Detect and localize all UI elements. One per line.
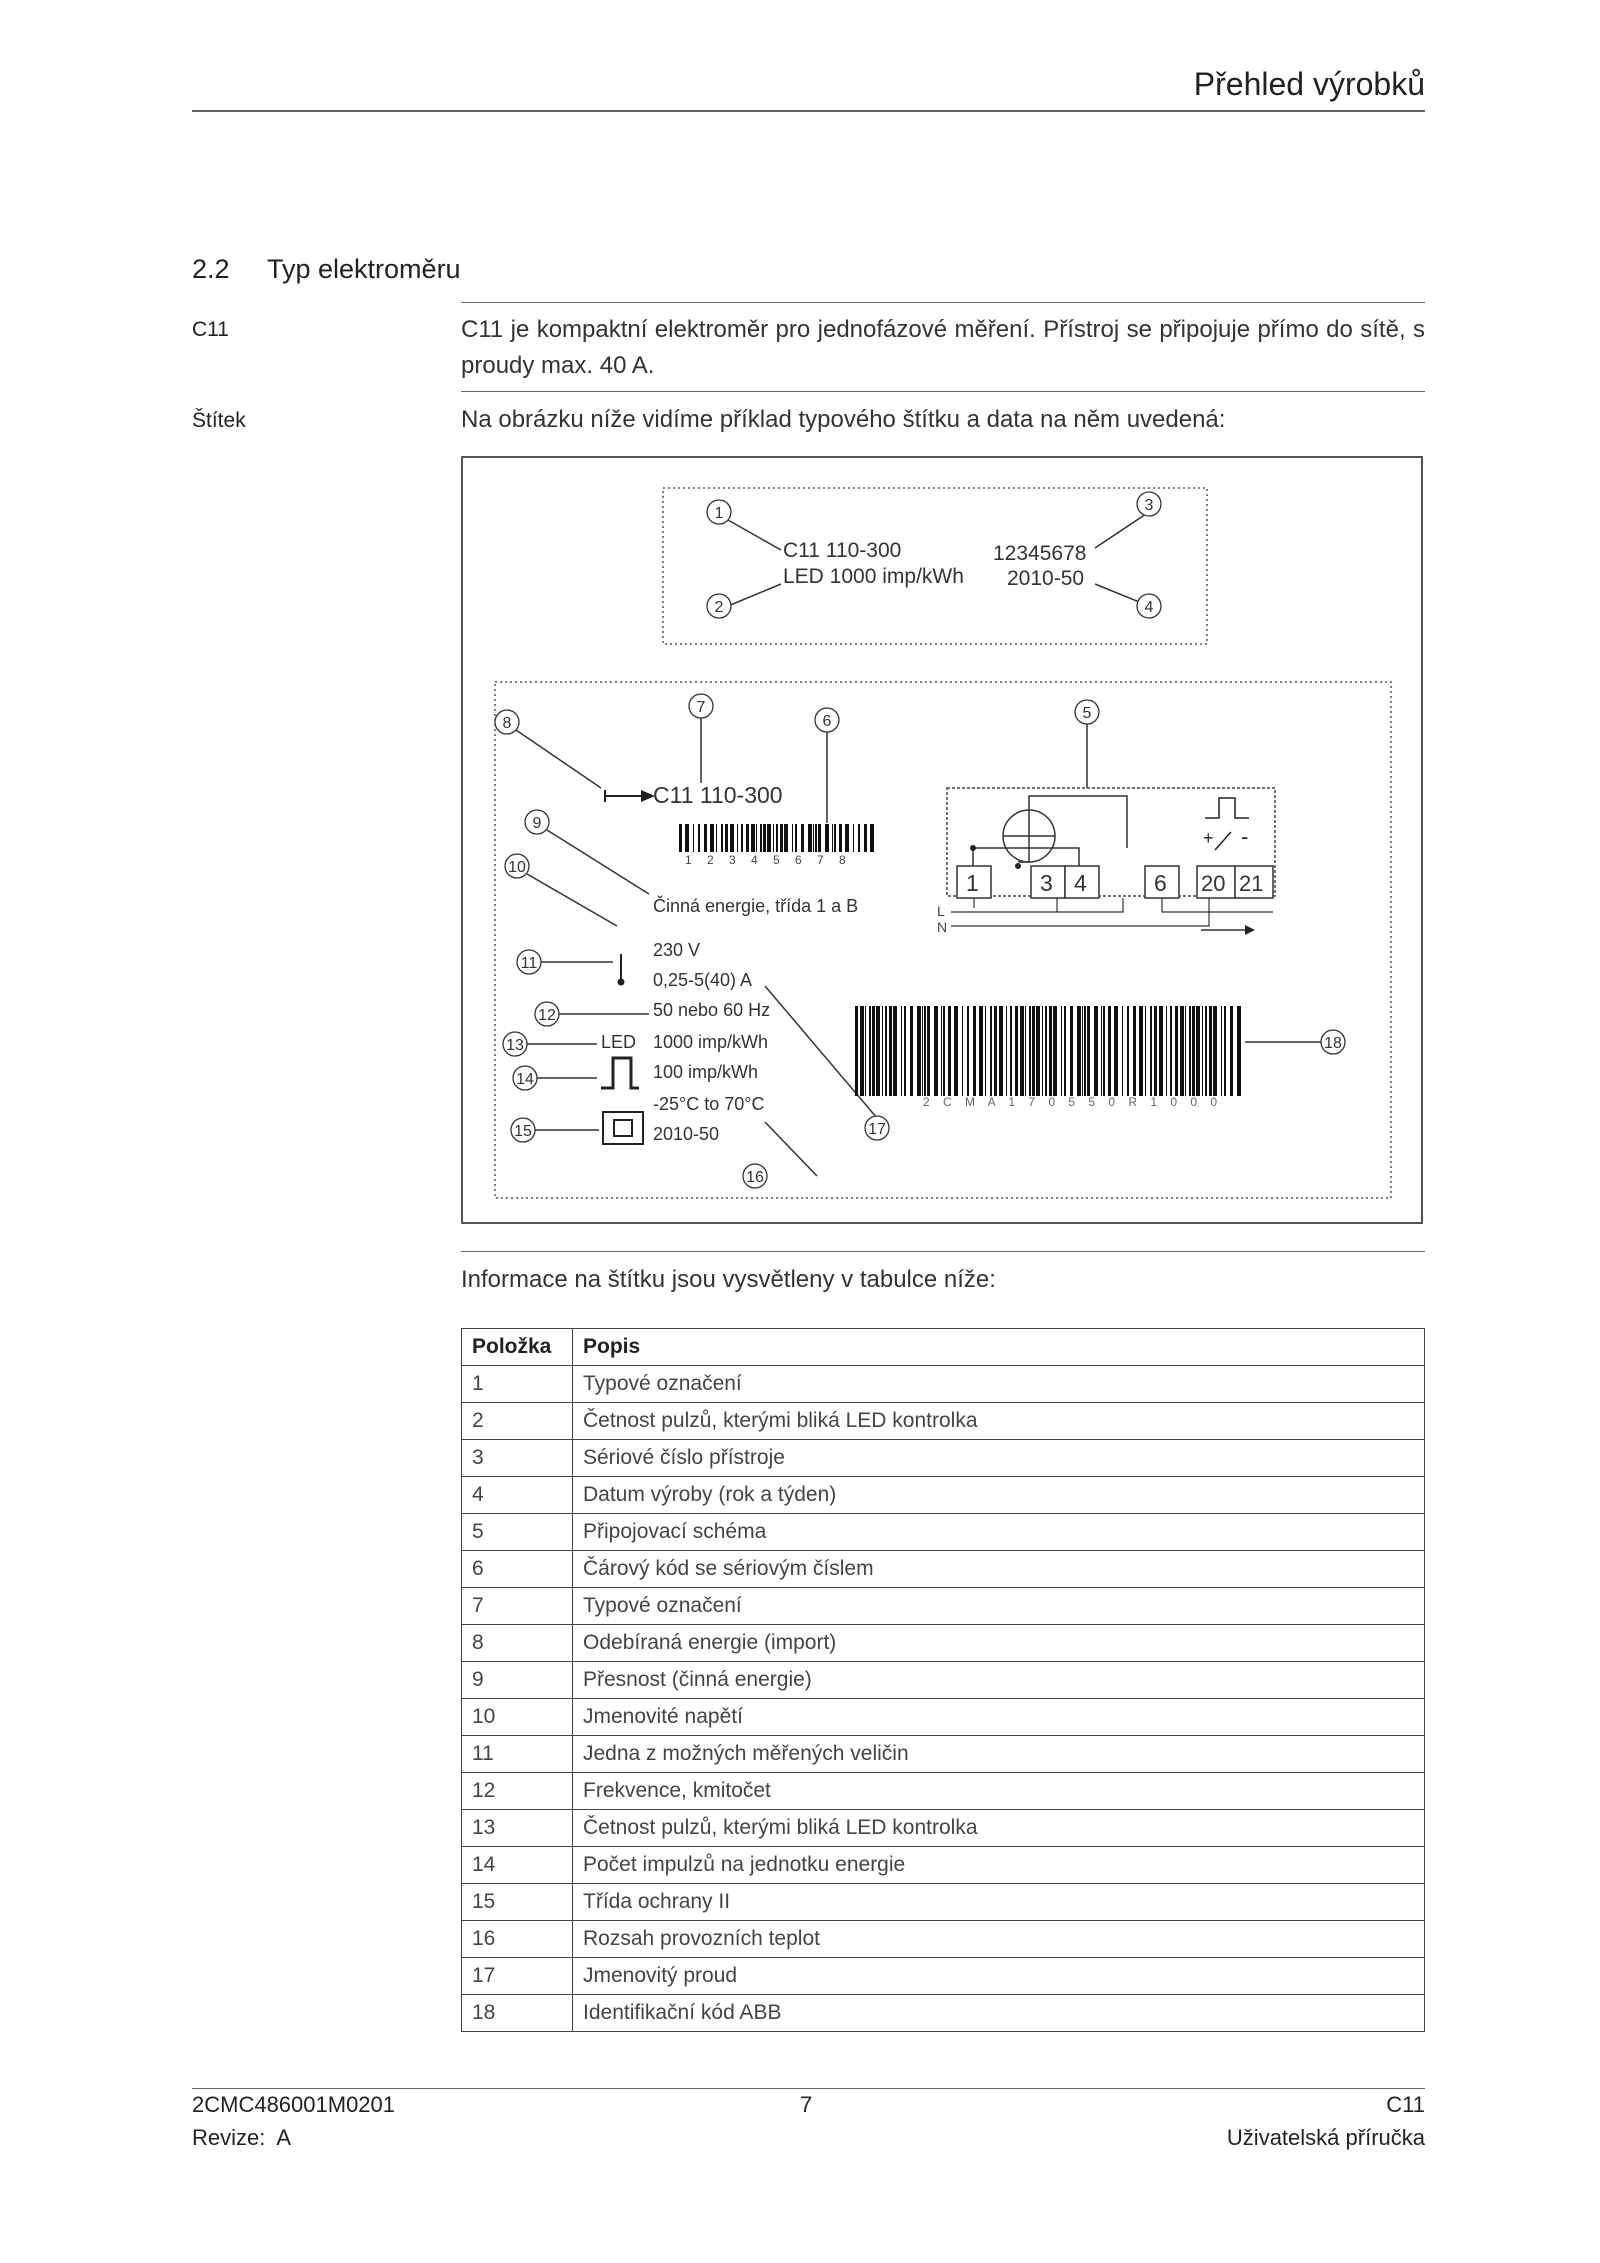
barcode-bar (1006, 1006, 1007, 1096)
callout-number: 18 (1324, 1035, 1342, 1052)
table-cell-item: 9 (462, 1662, 573, 1699)
barcode-bar (1049, 1006, 1052, 1096)
barcode-bar (756, 824, 757, 852)
table-row (462, 1477, 1425, 1514)
column-header-description: Popis (573, 1329, 1425, 1366)
callout-number: 5 (1082, 705, 1092, 722)
barcode-bar (698, 824, 700, 852)
callout-number: 2 (714, 599, 724, 616)
side-label-stitek: Štítek (192, 409, 246, 432)
current-text: 0,25-5(40) A (653, 970, 753, 990)
barcode-bar (893, 1006, 897, 1096)
output-minus: - (1241, 824, 1249, 849)
table-cell-item: 13 (462, 1810, 573, 1847)
barcode-bar (710, 824, 714, 852)
table-header-row (462, 1329, 1425, 1366)
table-cell-description: Počet impulzů na jednotku energie (573, 1847, 1425, 1884)
barcode-bar (1196, 1006, 1200, 1096)
barcode-bar (1103, 1006, 1105, 1096)
leader-10 (527, 874, 617, 926)
line-l-label: L (937, 903, 945, 919)
barcode-bar (737, 824, 738, 852)
table-cell-description: Sériové číslo přístroje (573, 1440, 1425, 1477)
label-items-table (461, 1328, 1425, 2032)
table-cell-item: 17 (462, 1958, 573, 1995)
callout-number: 15 (514, 1123, 532, 1140)
barcode-bar (801, 824, 804, 852)
barcode-bar (763, 824, 766, 852)
barcode-bar (1133, 1006, 1136, 1096)
main-date-text: 2010-50 (653, 1124, 720, 1144)
serial-barcode (679, 824, 874, 852)
table-cell-description: Typové označení (573, 1366, 1425, 1403)
barcode-bar (813, 824, 814, 852)
led-rate-text: 1000 imp/kWh (653, 1032, 769, 1052)
barcode-bar (1145, 1006, 1146, 1096)
barcode-bar (721, 824, 723, 852)
table-cell-item: 5 (462, 1514, 573, 1551)
barcode-bar (1175, 1006, 1178, 1096)
footer-doc-id: 2CMC486001M0201 (192, 2092, 396, 2117)
barcode-bar (1070, 1006, 1073, 1096)
leader-1 (728, 520, 781, 550)
callout-number: 6 (822, 713, 832, 730)
barcode-bar (1180, 1006, 1184, 1096)
table-cell-description: Přesnost (činná energie) (573, 1662, 1425, 1699)
callout-number: 14 (516, 1071, 534, 1088)
abb-barcode-digits: 2 C M A 1 7 0 5 5 0 R 1 0 0 0 (923, 1095, 1223, 1109)
barcode-bar (845, 824, 849, 852)
led-word: LED (601, 1032, 637, 1052)
table-row (462, 1810, 1425, 1847)
barcode-bar (776, 824, 778, 852)
barcode-bar (1221, 1006, 1222, 1096)
barcode-bar (870, 824, 874, 852)
barcode-bar (1032, 1006, 1035, 1096)
table-cell-item: 12 (462, 1773, 573, 1810)
barcode-bar (864, 824, 867, 852)
table-cell-item: 18 (462, 1995, 573, 2032)
barcode-bar (1042, 1006, 1043, 1096)
callout-number: 11 (520, 955, 538, 972)
callout-number: 17 (868, 1121, 886, 1138)
barcode-bar (1053, 1006, 1057, 1096)
barcode-bar (1077, 1006, 1081, 1096)
table-row (462, 1921, 1425, 1958)
barcode-bar (1192, 1006, 1195, 1096)
table-cell-item: 11 (462, 1736, 573, 1773)
barcode-bar (1025, 1006, 1026, 1096)
wire-a (1029, 796, 1127, 848)
callout-number: 12 (538, 1007, 556, 1024)
table-cell-description: Jmenovité napětí (573, 1699, 1425, 1736)
barcode-bar (1082, 1006, 1083, 1096)
footer-product: C11 (1386, 2092, 1425, 2117)
barcode-bar (679, 824, 682, 852)
wire-b (973, 848, 1079, 866)
table-cell-description: Třída ochrany II (573, 1884, 1425, 1921)
table-cell-description: Četnost pulzů, kterými bliká LED kontrolka (573, 1810, 1425, 1847)
barcode-bar (1114, 1006, 1118, 1096)
table-row (462, 1551, 1425, 1588)
barcode-bar (685, 824, 689, 852)
barcode-bar (865, 1006, 866, 1096)
table-row (462, 1773, 1425, 1810)
leader-3 (1095, 512, 1149, 548)
barcode-bar (839, 824, 842, 852)
table-cell-description: Typové označení (573, 1588, 1425, 1625)
barcode-bar (973, 1006, 976, 1096)
table-row (462, 1625, 1425, 1662)
barcode-bar (1189, 1006, 1191, 1096)
callout-number: 1 (714, 505, 724, 522)
barcode-bar (1108, 1006, 1111, 1096)
barcode-bar (999, 1006, 1003, 1096)
c11-rule (461, 391, 1425, 392)
barcode-bar (943, 1006, 945, 1096)
barcode-bar (834, 824, 836, 852)
table-row (462, 1403, 1425, 1440)
barcode-bar (1150, 1006, 1152, 1096)
class-ii-outer-square (603, 1112, 643, 1144)
table-cell-description: Frekvence, kmitočet (573, 1773, 1425, 1810)
barcode-bar (967, 1006, 969, 1096)
frequency-text: 50 nebo 60 Hz (653, 1000, 771, 1020)
barcode-bar (934, 1006, 938, 1096)
footer-manual-title: Uživatelská příručka (1226, 2125, 1425, 2150)
barcode-bar (924, 1006, 926, 1096)
barcode-bar (1166, 1006, 1167, 1096)
main-type-text: C11 110-300 (653, 782, 783, 808)
barcode-bar (1209, 1006, 1212, 1096)
section-heading (192, 254, 461, 285)
table-row (462, 1514, 1425, 1551)
table-cell-description: Datum výroby (rok a týden) (573, 1477, 1425, 1514)
callout-number: 7 (696, 699, 706, 716)
terminal-20-label: 20 (1201, 871, 1226, 896)
table-cell-item: 7 (462, 1588, 573, 1625)
barcode-bar (818, 824, 821, 852)
table-cell-item: 3 (462, 1440, 573, 1477)
barcode-bar (832, 824, 833, 852)
barcode-bar (885, 1006, 887, 1096)
barcode-bar (1045, 1006, 1047, 1096)
table-cell-item: 10 (462, 1699, 573, 1736)
barcode-bar (1020, 1006, 1024, 1096)
callout-number: 3 (1144, 497, 1154, 514)
barcode-bar (780, 824, 783, 852)
barcode-bar (730, 824, 734, 852)
barcode-bar (985, 1006, 986, 1096)
table-cell-description: Jmenovitý proud (573, 1958, 1425, 1995)
barcode-bar (1087, 1006, 1090, 1096)
barcode-bar (990, 1006, 992, 1096)
line-l-wire (951, 898, 1123, 912)
column-header-item: Položka (462, 1329, 573, 1366)
table-row (462, 1736, 1425, 1773)
leader-2 (728, 584, 781, 606)
barcode-bar (1036, 1006, 1040, 1096)
top-type-text: C11 110-300 (783, 539, 902, 562)
barcode-bar (693, 824, 694, 852)
table-row (462, 1995, 1425, 2032)
barcode-bar (917, 1006, 921, 1096)
barcode-bar (1064, 1006, 1066, 1096)
barcode-bar (773, 824, 774, 852)
top-led-text: LED 1000 imp/kWh (783, 565, 964, 588)
barcode-bar (1230, 1006, 1233, 1096)
table-row (462, 1440, 1425, 1477)
barcode-bar (741, 824, 743, 852)
terminal-3-label: 3 (1040, 870, 1053, 896)
table-row (462, 1847, 1425, 1884)
barcode-bar (704, 824, 707, 852)
pulse-rate-text: 100 imp/kWh (653, 1062, 759, 1082)
accuracy-text: Činná energie, třída 1 a B (653, 896, 859, 916)
barcode-bar (1094, 1006, 1098, 1096)
barcode-bar (1154, 1006, 1157, 1096)
terminal-1-label: 1 (966, 870, 979, 896)
barcode-bar (1084, 1006, 1086, 1096)
barcode-bar (725, 824, 728, 852)
table-cell-item: 6 (462, 1551, 573, 1588)
table-body (462, 1366, 1425, 2032)
class-ii-inner-square (614, 1120, 632, 1136)
callout-number: 8 (502, 715, 512, 732)
table-cell-description: Četnost pulzů, kterými bliká LED kontrolka (573, 1403, 1425, 1440)
barcode-bar (716, 824, 717, 852)
barcode-bar (1029, 1006, 1031, 1096)
table-cell-item: 14 (462, 1847, 573, 1884)
table-cell-description: Připojovací schéma (573, 1514, 1425, 1551)
leader-16 (765, 1122, 817, 1176)
barcode-bar (941, 1006, 942, 1096)
wire-node-1 (970, 845, 976, 851)
barcode-bar (1061, 1006, 1062, 1096)
barcode-bar (1170, 1006, 1172, 1096)
barcode-bar (858, 824, 860, 852)
section-title: Typ elektroměru (267, 254, 461, 284)
barcode-bar (808, 824, 812, 852)
barcode-bar (904, 1006, 906, 1096)
barcode-bar (922, 1006, 923, 1096)
c11-description: C11 je kompaktní elektroměr pro jednofázové měření. Přístroj se připojuje přímo do sítě, s proudy max. 40 A. (461, 316, 1425, 379)
barcode-bar (1139, 1006, 1143, 1096)
barcode-bar (815, 824, 817, 852)
t6-wire (1162, 898, 1273, 912)
output-plus: + (1203, 828, 1214, 848)
footer-revision: Revize: A (192, 2125, 292, 2150)
barcode-bar (948, 1006, 951, 1096)
barcode-bar (1159, 1006, 1163, 1096)
callout-number: 4 (1144, 599, 1154, 616)
table-cell-description: Čárový kód se sériovým číslem (573, 1551, 1425, 1588)
table-cell-item: 8 (462, 1625, 573, 1662)
line-n-label: N (937, 919, 948, 935)
table-row (462, 1588, 1425, 1625)
barcode-bar (954, 1006, 958, 1096)
barcode-bar (901, 1006, 902, 1096)
output-switch (1215, 832, 1231, 850)
voltage-text: 230 V (653, 940, 701, 960)
table-cell-description: Identifikační kód ABB (573, 1995, 1425, 2032)
barcode-bar (760, 824, 762, 852)
barcode-bar (1224, 1006, 1226, 1096)
wire-node-2 (1015, 863, 1021, 869)
figure-bottom-rule (461, 1251, 1425, 1252)
running-header-title: Přehled výrobků (1193, 66, 1425, 102)
callout-number: 16 (746, 1169, 764, 1186)
barcode-bar (882, 1006, 883, 1096)
temperature-text: -25°C to 70°C (653, 1094, 765, 1114)
barcode-bar (1015, 1006, 1018, 1096)
barcode-bar (994, 1006, 997, 1096)
table-row (462, 1699, 1425, 1736)
table-cell-description: Odebíraná energie (import) (573, 1625, 1425, 1662)
top-date-text: 2010-50 (1007, 567, 1085, 590)
leader-8 (516, 730, 601, 788)
barcode-bar (1101, 1006, 1102, 1096)
pulse-symbol (601, 1058, 639, 1088)
barcode-bar (1127, 1006, 1129, 1096)
table-cell-item: 15 (462, 1884, 573, 1921)
barcode-bar (1213, 1006, 1217, 1096)
barcode-bar (767, 824, 771, 852)
barcode-bar (979, 1006, 983, 1096)
barcode-bar (860, 1006, 864, 1096)
terminal-4-label: 4 (1074, 870, 1087, 896)
rating-plate-figure (461, 456, 1423, 1224)
table-row (462, 1366, 1425, 1403)
barcode-bar (872, 1006, 875, 1096)
barcode-bar (1202, 1006, 1203, 1096)
table-cell-description: Jedna z možných měřených veličin (573, 1736, 1425, 1773)
abb-barcode (855, 1006, 1241, 1096)
serial-barcode-digits: 1 2 3 4 5 6 7 8 (685, 853, 852, 867)
callout-number: 13 (506, 1037, 524, 1054)
header-rule (192, 110, 1425, 112)
section-number: 2.2 (192, 254, 230, 284)
terminal-21-label: 21 (1239, 871, 1264, 896)
barcode-bar (1237, 1006, 1241, 1096)
leader-9 (547, 830, 649, 894)
table-row (462, 1884, 1425, 1921)
current-symbol-dot (618, 979, 625, 986)
side-label-c11: C11 (192, 318, 229, 341)
barcode-bar (784, 824, 788, 852)
footer-page-number: 7 (800, 2092, 813, 2117)
table-cell-item: 1 (462, 1366, 573, 1403)
footer-rule (192, 2088, 1425, 2089)
barcode-bar (853, 824, 854, 852)
barcode-bar (855, 1006, 858, 1096)
table-cell-item: 16 (462, 1921, 573, 1958)
callout-number: 10 (508, 859, 526, 876)
barcode-bar (825, 824, 829, 852)
barcode-bar (962, 1006, 963, 1096)
output-pulse-symbol (1205, 798, 1249, 818)
barcode-bar (876, 1006, 880, 1096)
barcode-bar (889, 1006, 892, 1096)
barcode-bar (1122, 1006, 1123, 1096)
barcode-bar (751, 824, 755, 852)
flow-arrow-head (1245, 925, 1255, 935)
barcode-bar (927, 1006, 930, 1096)
label-intro: Na obrázku níže vidíme příklad typového štítku a data na něm uvedená: (461, 406, 1226, 433)
top-serial-text: 12345678 (993, 542, 1087, 565)
barcode-bar (792, 824, 793, 852)
callout-number: 9 (532, 815, 542, 832)
table-cell-item: 4 (462, 1477, 573, 1514)
barcode-bar (1185, 1006, 1186, 1096)
terminal-6-label: 6 (1154, 870, 1167, 896)
barcode-bar (869, 1006, 871, 1096)
table-intro: Informace na štítku jsou vysvětleny v tabulce níže: (461, 1266, 996, 1293)
barcode-bar (1010, 1006, 1012, 1096)
rating-plate-drawing (463, 458, 1425, 1226)
barcode-bar (910, 1006, 913, 1096)
section-rule (461, 302, 1425, 303)
table-row (462, 1958, 1425, 1995)
table-cell-item: 2 (462, 1403, 573, 1440)
table-cell-description: Rozsah provozních teplot (573, 1921, 1425, 1958)
barcode-bar (795, 824, 797, 852)
barcode-bar (1205, 1006, 1207, 1096)
table-row (462, 1662, 1425, 1699)
barcode-bar (746, 824, 749, 852)
